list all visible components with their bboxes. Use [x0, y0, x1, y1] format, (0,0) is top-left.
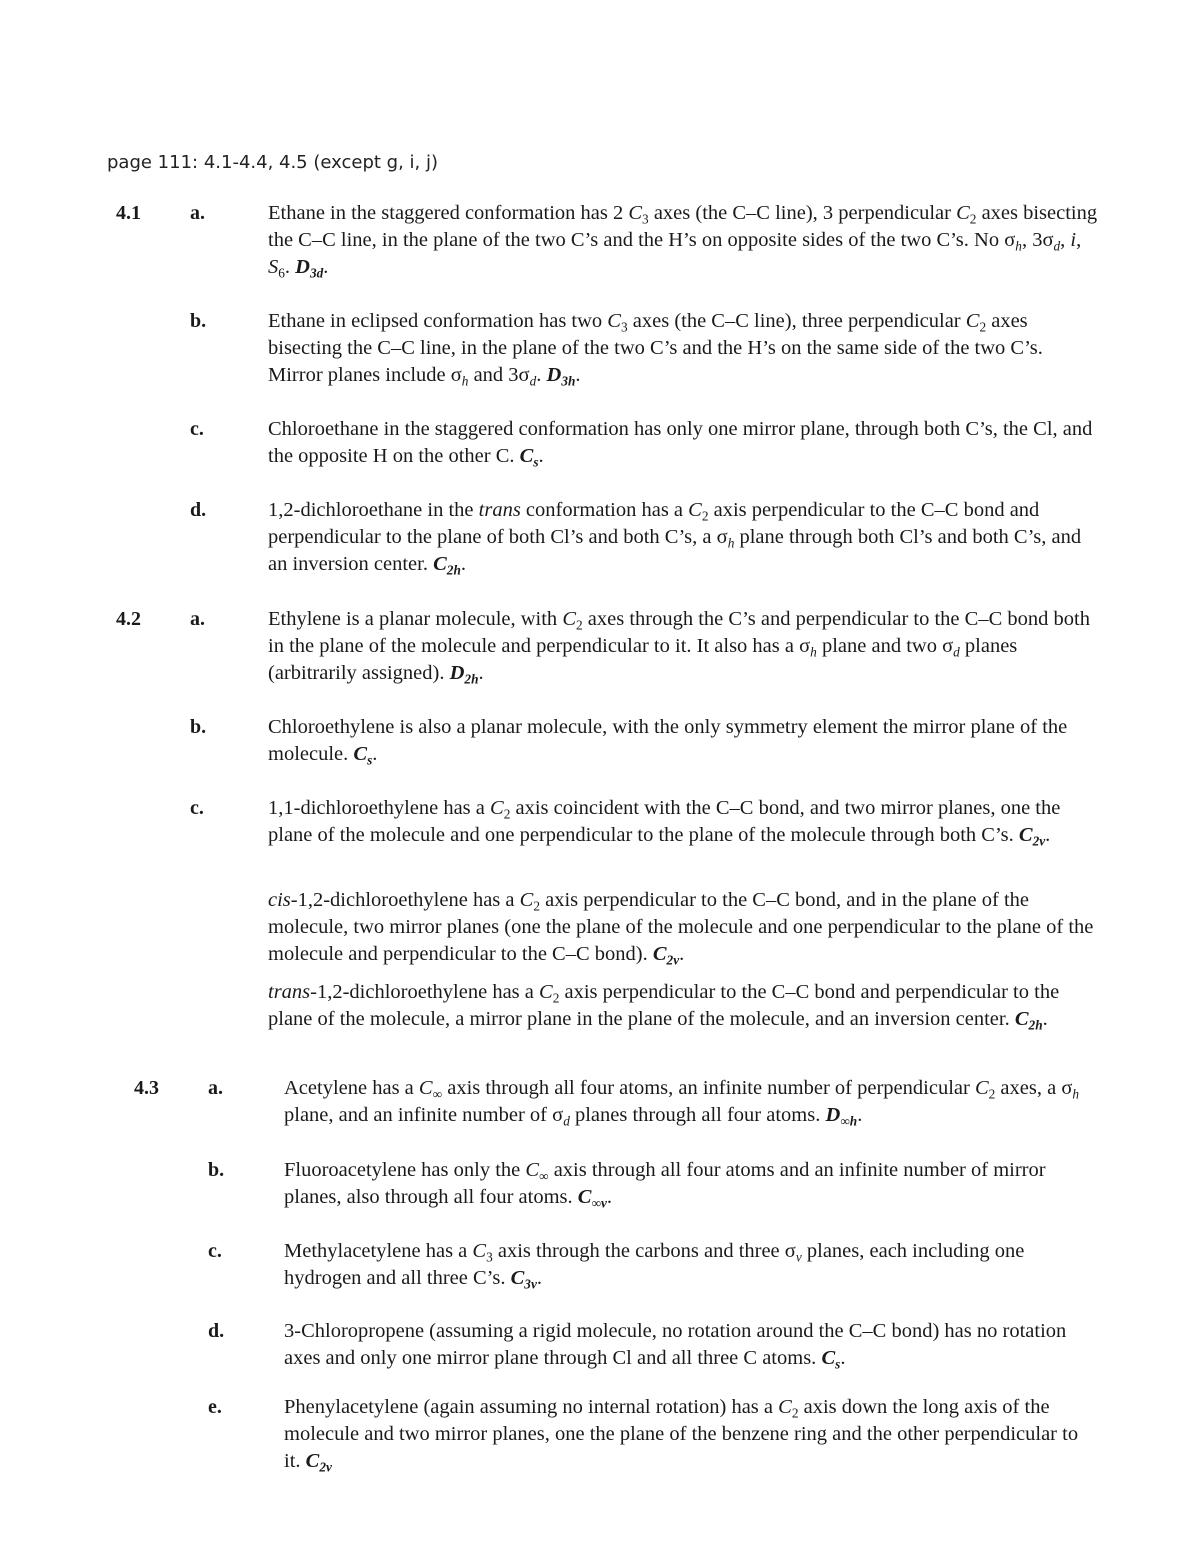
text-run: .: [538, 445, 544, 467]
text-run: C: [525, 1159, 540, 1181]
text-run: ,: [1076, 229, 1082, 251]
text-run: 2: [969, 211, 977, 227]
answer-text: [284, 1075, 1084, 1129]
text-run: axis through all four atoms and an infinite number of mirror planes, also through all four atoms.: [284, 1159, 1046, 1208]
text-run: .: [284, 256, 296, 278]
text-run: Chloroethylene is also a planar molecule, with the only symmetry element the mirror plane of the molecule.: [268, 716, 1068, 765]
answer-text: [268, 979, 1098, 1033]
text-run: axes bisecting the C–C line, in the plane of the two C’s and the H’s on opposite sides of the two C’s. No σ: [268, 202, 1098, 251]
part-letter: b.: [190, 716, 207, 738]
text-run: and 3σ: [468, 364, 530, 386]
text-run: .: [857, 1104, 863, 1126]
answer-text: [268, 497, 1098, 578]
text-run: axis perpendicular to the C–C bond, and in the plane of the molecule, two mirror planes (one the plane of the molecule and one perpendicular to the plane of the molecule and perpendicular to the C–C bond).: [268, 889, 1094, 965]
text-run: 3h: [561, 373, 576, 389]
text-run: conformation has a: [520, 499, 689, 521]
text-run: D: [449, 662, 465, 684]
text-run: 2v: [319, 1459, 332, 1475]
text-run: .: [679, 943, 685, 965]
text-run: axes (the C–C line), three perpendicular: [627, 310, 966, 332]
text-run: 1,1-dichloroethylene has a: [268, 797, 491, 819]
text-run: .: [536, 364, 547, 386]
text-run: C: [472, 1240, 487, 1262]
text-run: .: [606, 1186, 612, 1208]
text-run: planes (arbitrarily assigned).: [268, 635, 1018, 684]
text-run: Methylacetylene has a: [284, 1240, 473, 1262]
text-run: Phenylacetylene (again assuming no internal rotation) has a: [284, 1396, 779, 1418]
text-run: h: [1072, 1086, 1080, 1102]
text-run: .: [1042, 1008, 1048, 1030]
text-run: ∞: [539, 1168, 549, 1184]
text-run: 2v: [1032, 833, 1046, 849]
text-run: axes, a σ: [995, 1077, 1073, 1099]
text-run: .: [1045, 824, 1051, 846]
text-run: 6: [278, 265, 285, 281]
text-run: .: [575, 364, 581, 386]
text-run: axes (the C–C line), 3 perpendicular: [648, 202, 957, 224]
text-run: Ethylene is a planar molecule, with: [268, 608, 563, 630]
text-run: 2: [988, 1086, 996, 1102]
answer-text: [268, 714, 1098, 768]
text-run: C: [607, 310, 621, 332]
text-run: v: [795, 1249, 802, 1265]
answer-text: [268, 795, 1098, 849]
problem-number: 4.3: [134, 1077, 159, 1099]
text-run: .: [372, 743, 378, 765]
text-run: D: [546, 364, 562, 386]
text-run: planes through all four atoms.: [569, 1104, 826, 1126]
text-run: d: [563, 1113, 570, 1129]
text-run: -1,2-dichloroethylene has a: [310, 981, 539, 1003]
text-run: 2: [503, 806, 511, 822]
answer-text: [268, 200, 1098, 281]
text-run: 3d: [309, 265, 324, 281]
text-run: C: [628, 202, 643, 224]
text-run: axis down the long axis of the molecule and two mirror planes, one the plane of the benzene ring and the other perpendicular to it.: [284, 1396, 1079, 1472]
text-run: C: [433, 553, 447, 575]
text-run: .: [478, 662, 484, 684]
text-run: C: [519, 445, 534, 467]
text-run: ∞: [432, 1086, 443, 1102]
text-run: d: [529, 373, 537, 389]
text-run: h: [1015, 238, 1022, 254]
text-run: -1,2-dichloroethylene has a: [290, 889, 520, 911]
text-run: , 3σ: [1021, 229, 1054, 251]
text-run: ,: [1060, 229, 1071, 251]
text-run: 2: [533, 898, 540, 914]
text-run: C: [778, 1396, 792, 1418]
part-letter: c.: [190, 418, 204, 440]
text-run: 3: [620, 319, 628, 335]
text-run: d: [1053, 238, 1061, 254]
text-run: C: [562, 608, 576, 630]
text-run: axes through the C’s and perpendicular to the C–C bond both in the plane of the molecule and perpendicular to it. It also has a σ: [268, 608, 1090, 657]
text-run: 2: [791, 1405, 799, 1421]
text-run: s: [367, 752, 373, 768]
text-run: axis coincident with the C–C bond, and two mirror planes, one the plane of the molecule and one perpendicular to the plane of the molecule through both C’s.: [268, 797, 1061, 846]
text-run: 2: [979, 319, 987, 335]
text-run: 2: [576, 617, 583, 633]
text-run: 3: [642, 211, 649, 227]
text-run: C: [577, 1186, 592, 1208]
text-run: .: [840, 1347, 846, 1369]
text-run: axis perpendicular to the C–C bond and perpendicular to the plane of both Cl’s and both C’s, a σ: [268, 499, 1040, 548]
answer-text: [268, 416, 1098, 470]
text-run: C: [965, 310, 980, 332]
problem-number: 4.1: [116, 202, 141, 224]
text-run: C: [974, 1077, 989, 1099]
part-letter: c.: [208, 1240, 222, 1262]
part-letter: e.: [208, 1396, 222, 1418]
text-run: C: [519, 889, 534, 911]
text-run: axes bisecting the C–C line, in the plane of the two C’s and the H’s on the same side of the two C’s. Mirror planes include σ: [268, 310, 1043, 386]
text-run: 3v: [524, 1276, 537, 1292]
answer-text: [268, 606, 1098, 687]
text-run: C: [510, 1267, 525, 1289]
text-run: 2: [701, 508, 709, 524]
text-run: .: [536, 1267, 542, 1289]
part-letter: a.: [190, 202, 205, 224]
text-run: h: [727, 535, 735, 551]
text-run: Acetylene has a: [284, 1077, 419, 1099]
text-run: cis: [268, 889, 291, 911]
answer-text: [268, 887, 1098, 968]
page-header: page 111: 4.1-4.4, 4.5 (except g, i, j): [107, 152, 438, 173]
text-run: planes, each including one hydrogen and all three C’s.: [284, 1240, 1025, 1289]
part-letter: a.: [208, 1077, 223, 1099]
part-letter: d.: [208, 1320, 225, 1342]
text-run: d: [953, 644, 960, 660]
text-run: s: [533, 454, 539, 470]
text-run: D: [825, 1104, 841, 1126]
text-run: 2h: [446, 562, 461, 578]
text-run: h: [461, 373, 469, 389]
problem-number: 4.2: [116, 608, 141, 630]
text-run: axis perpendicular to the C–C bond and perpendicular to the plane of the molecule, a mirror plane in the plane of the molecule, and an inversion center.: [268, 981, 1060, 1030]
text-run: Fluoroacetylene has only the: [284, 1159, 526, 1181]
text-run: s: [835, 1356, 841, 1372]
text-run: plane, and an infinite number of σ: [284, 1104, 564, 1126]
text-run: C: [688, 499, 702, 521]
text-run: Ethane in eclipsed conformation has two: [268, 310, 608, 332]
part-letter: c.: [190, 797, 204, 819]
text-run: Chloroethane in the staggered conformation has only one mirror plane, through both C’s, the Cl, and the opposite H on the other C.: [268, 418, 1093, 467]
text-run: S: [268, 256, 279, 278]
answer-text: [284, 1238, 1084, 1292]
text-run: 2h: [1028, 1017, 1043, 1033]
text-run: C: [305, 1450, 320, 1472]
text-run: 2h: [464, 671, 479, 687]
answer-text: [284, 1157, 1084, 1211]
text-run: C: [418, 1077, 433, 1099]
text-run: trans: [478, 499, 521, 521]
text-run: 3-Chloropropene (assuming a rigid molecule, no rotation around the C–C bond) has no rotation axes and only one mirror plane through Cl and all three C atoms.: [284, 1320, 1067, 1369]
text-run: .: [460, 553, 466, 575]
text-run: plane and two σ: [816, 635, 954, 657]
text-run: C: [1014, 1008, 1029, 1030]
text-run: C: [490, 797, 504, 819]
answer-text: [268, 308, 1098, 389]
text-run: ∞h: [840, 1113, 858, 1129]
part-letter: a.: [190, 608, 205, 630]
text-run: 2v: [666, 952, 680, 968]
text-run: axis through the carbons and three σ: [492, 1240, 796, 1262]
part-letter: d.: [190, 499, 207, 521]
text-run: 1,2-dichloroethane in the: [268, 499, 479, 521]
text-run: D: [295, 256, 310, 278]
text-run: C: [956, 202, 970, 224]
text-run: C: [353, 743, 368, 765]
part-letter: b.: [208, 1159, 225, 1181]
answer-text: [284, 1318, 1084, 1372]
answer-text: [284, 1394, 1084, 1475]
text-run: C: [1018, 824, 1033, 846]
text-run: axis through all four atoms, an infinite number of perpendicular: [442, 1077, 975, 1099]
text-run: i: [1070, 229, 1077, 251]
part-letter: b.: [190, 310, 207, 332]
text-run: 3: [486, 1249, 493, 1265]
text-run: h: [810, 644, 817, 660]
text-run: ∞v: [591, 1195, 607, 1211]
text-run: trans: [268, 981, 311, 1003]
text-run: 2: [552, 990, 560, 1006]
text-run: plane through both Cl’s and both C’s, and an inversion center.: [268, 526, 1082, 575]
text-run: Ethane in the staggered conformation has 2: [268, 202, 629, 224]
text-run: C: [821, 1347, 836, 1369]
text-run: C: [652, 943, 667, 965]
text-run: C: [539, 981, 553, 1003]
text-run: .: [323, 256, 329, 278]
